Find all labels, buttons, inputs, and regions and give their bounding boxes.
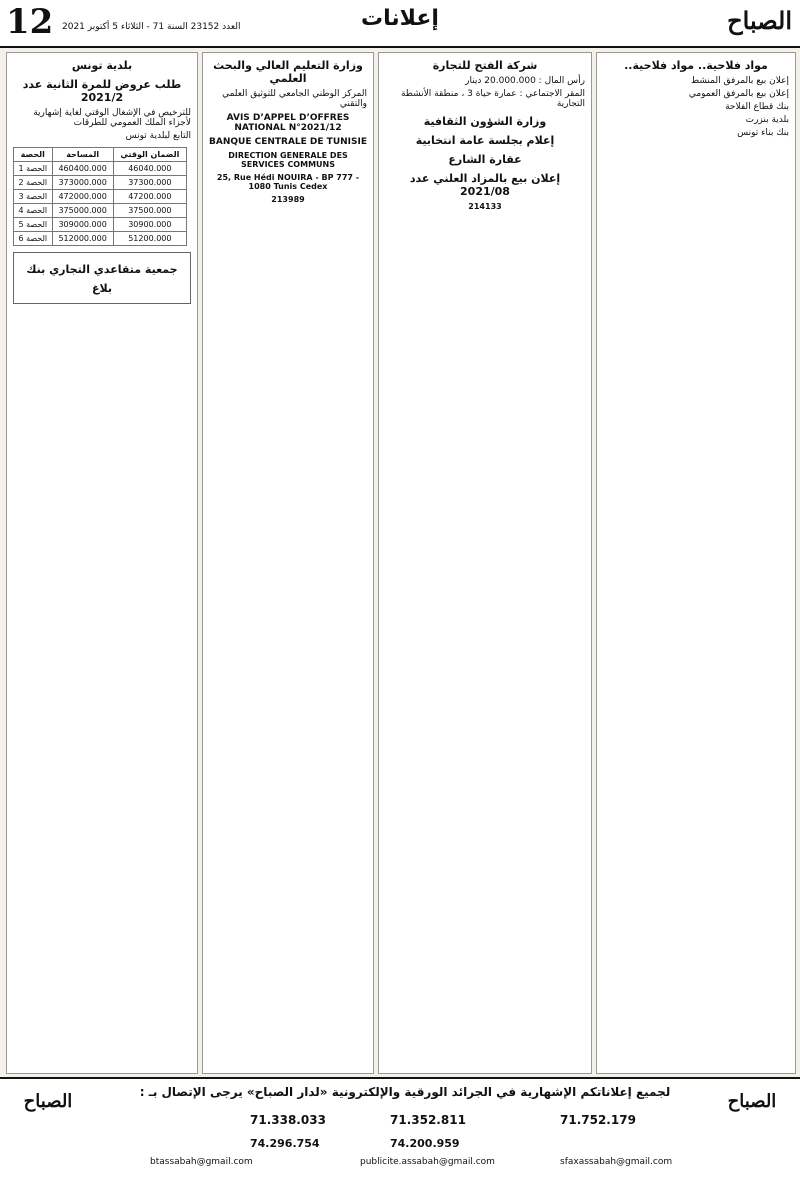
column-1	[6, 52, 198, 1074]
ad-subtitle-2: للترخيص في الإشغال الوقتي لغاية إشهارية لأجزاء الملك العمومي للطرقات	[33, 108, 191, 128]
table-cell: 373000.000	[52, 176, 113, 190]
table-cell: 47200.000	[113, 190, 186, 204]
phone-number: 71.352.811	[390, 1113, 466, 1127]
table-row	[14, 176, 187, 190]
auction-notice: إعلان بيع بالمزاد العلني عدد 2021/08	[409, 172, 561, 198]
dateline: العدد 23152 السنة 71 - الثلاثاء 5 أكتوبر 2021	[62, 22, 241, 32]
table-cell: الحصة 3	[14, 190, 53, 204]
phone-number: 71.338.033	[250, 1113, 326, 1127]
reference-number: 213989	[271, 195, 305, 204]
footer-logo-left: الصباح	[23, 1091, 73, 1112]
lower-ad-subtitle: بلاغ	[92, 282, 112, 295]
table-cell: 37300.000	[113, 176, 186, 190]
table-cell: الحصة 5	[14, 218, 53, 232]
fax-number: 74.200.959	[390, 1137, 460, 1150]
page-number: 12	[6, 2, 54, 42]
section-highlight: مواد فلاحية.. مواد فلاحية..	[624, 59, 768, 72]
column-2	[202, 52, 374, 1074]
page-header	[0, 0, 800, 48]
column-4	[596, 52, 796, 1074]
section-title: إعلانات	[361, 6, 439, 31]
table-cell: 30900.000	[113, 218, 186, 232]
footer-title: لجميع إعلاناتكم الإشهارية في الجرائد الورقية والإلكترونية «لدار الصباح» يرجى الإتصال بـ :	[139, 1085, 671, 1099]
table-cell: الحصة 2	[14, 176, 53, 190]
table-cell: 512000.000	[52, 232, 113, 246]
ad-table	[13, 147, 187, 246]
table-cell: الحصة 6	[14, 232, 53, 246]
list-item: إعلان بيع بالمرفق المنشط	[690, 76, 789, 86]
culture-ministry: وزارة الشؤون الثقافية	[423, 115, 547, 128]
table-cell: 51200.000	[113, 232, 186, 246]
table-header: المساحة	[52, 148, 113, 162]
list-item: بنك قطاع الفلاحة	[725, 102, 789, 112]
table-cell: 37500.000	[113, 204, 186, 218]
table-row	[14, 218, 187, 232]
lower-ad-box	[13, 252, 191, 304]
table-row	[14, 162, 187, 176]
address-line: المقر الاجتماعي : عمارة حياة 3 ، منطقة الأنشطة التجارية	[400, 89, 585, 109]
table-cell: الحصة 1	[14, 162, 53, 176]
list-item: بلدية بنزرت	[745, 115, 789, 125]
ad-subtitle: طلب عروض للمرة الثانية عدد 2021/2	[22, 78, 182, 104]
lower-ad-title: جمعية متقاعدي التجاري بنك	[26, 263, 178, 276]
french-department: DIRECTION GENERALE DES SERVICES COMMUNS	[228, 151, 348, 169]
company-title: شركة الفتح للتجارة	[432, 59, 538, 72]
table-cell: 46040.000	[113, 162, 186, 176]
real-estate-company: عقارة الشارع	[448, 153, 522, 166]
reference-number: 214133	[468, 202, 502, 211]
table-row	[14, 190, 187, 204]
table-header: الحصة	[14, 148, 53, 162]
table-row	[14, 232, 187, 246]
french-address: 25, Rue Hédi NOUIRA - BP 777 - 1080 Tunis Cedex	[216, 173, 360, 191]
capital-line: رأس المال : 20.000.000 دينار	[465, 76, 585, 86]
french-title: AVIS D’APPEL D’OFFRES NATIONAL N°2021/12	[226, 113, 350, 133]
ad-subtitle-3: التابع لبلدية تونس	[125, 131, 191, 141]
ad-title: بلدية تونس	[71, 59, 133, 72]
center-heading: المركز الوطني الجامعي للتوثيق العلمي والتقني	[222, 89, 367, 109]
column-3	[378, 52, 592, 1074]
table-cell: 460400.000	[52, 162, 113, 176]
email-address: publicite.assabah@gmail.com	[360, 1157, 495, 1167]
email-address: sfaxassabah@gmail.com	[560, 1157, 673, 1167]
masthead-logo: الصباح	[727, 6, 792, 35]
email-address: btassabah@gmail.com	[150, 1157, 253, 1167]
table-row	[14, 204, 187, 218]
ministry-heading: وزارة التعليم العالي والبحث العلمي	[213, 59, 363, 85]
table-header: الضمان الوقتي	[113, 148, 186, 162]
list-item: إعلان بيع بالمرفق العمومي	[688, 89, 789, 99]
list-item: بنك بناء تونس	[737, 128, 789, 138]
footer-banner	[0, 1077, 800, 1179]
footer-logo-right: الصباح	[727, 1091, 777, 1112]
fax-number: 74.296.754	[250, 1137, 320, 1150]
election-notice: إعلام بجلسة عامة انتخابية	[415, 134, 555, 147]
table-cell: 472000.000	[52, 190, 113, 204]
phone-number: 71.752.179	[560, 1113, 636, 1127]
table-cell: 309000.000	[52, 218, 113, 232]
table-cell: 375000.000	[52, 204, 113, 218]
french-subtitle: BANQUE CENTRALE DE TUNISIE	[209, 137, 367, 147]
table-cell: الحصة 4	[14, 204, 53, 218]
